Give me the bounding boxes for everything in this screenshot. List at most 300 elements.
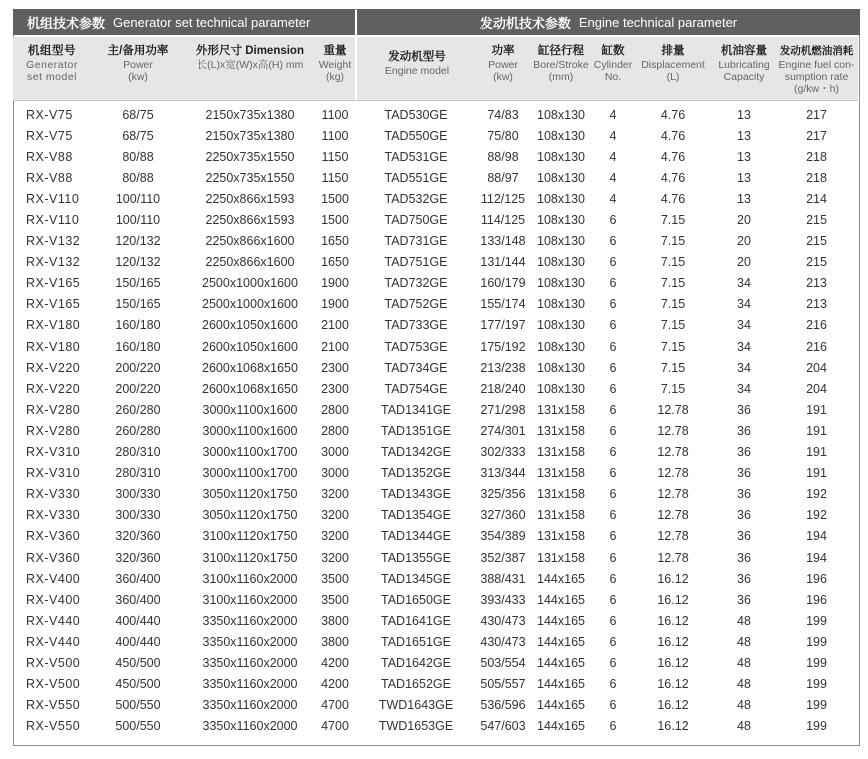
cell-displacement: 4.76: [660, 107, 686, 122]
cell-displacement: 12.78: [657, 402, 689, 417]
cell-engine-power: 74/83: [487, 107, 519, 122]
cell-fuel-consumption: 214: [806, 191, 827, 206]
cell-bore-stroke: 108x130: [537, 276, 585, 291]
cell-engine-model: TAD1352GE: [381, 466, 451, 481]
cell-displacement: 16.12: [657, 719, 689, 734]
cell-fuel-consumption: 199: [806, 613, 827, 628]
cell-lubricating: 34: [737, 381, 751, 396]
cell-weight: 2300: [321, 381, 349, 396]
cell-engine-model: TWD1643GE: [378, 698, 454, 713]
cell-fuel-consumption: 194: [806, 550, 827, 565]
cell-genset-model: RX-V132: [26, 234, 81, 249]
cell-bore-stroke: 108x130: [537, 213, 585, 228]
cell-lubricating: 20: [737, 234, 751, 249]
cell-weight: 2800: [321, 423, 349, 438]
cell-engine-model: TAD754GE: [384, 381, 448, 396]
cell-genset-power: 68/75: [122, 128, 154, 143]
table-row: [13, 589, 860, 610]
cell-fuel-consumption: 217: [806, 107, 827, 122]
cell-displacement: 12.78: [657, 550, 689, 565]
cell-lubricating: 36: [737, 592, 751, 607]
cell-lubricating: 36: [737, 487, 751, 502]
cell-lubricating: 20: [737, 255, 751, 270]
table-row: [13, 399, 860, 420]
cell-bore-stroke: 144x165: [537, 698, 585, 713]
cell-lubricating: 36: [737, 423, 751, 438]
cell-bore-stroke: 131x158: [537, 402, 585, 417]
cell-engine-power: 503/554: [480, 655, 526, 670]
cell-genset-power: 160/180: [115, 339, 161, 354]
cell-dimension: 3000x1100x1600: [202, 402, 298, 417]
cell-engine-power: 388/431: [480, 571, 526, 586]
cell-lubricating: 20: [737, 213, 751, 228]
cell-genset-model: RX-V310: [26, 445, 81, 460]
cell-cylinder: 4: [609, 149, 617, 164]
cell-genset-power: 120/132: [115, 234, 161, 249]
cell-weight: 1650: [321, 234, 349, 249]
cell-engine-power: 112/125: [480, 191, 526, 206]
cell-genset-power: 68/75: [122, 107, 154, 122]
engine-section-title: [357, 9, 860, 35]
table-row: [13, 167, 860, 188]
cell-genset-model: RX-V110: [26, 191, 80, 206]
cell-weight: 3500: [321, 571, 349, 586]
cell-dimension: 2250x735x1550: [205, 149, 295, 164]
cell-engine-power: 393/433: [480, 592, 526, 607]
cell-cylinder: 6: [609, 592, 617, 607]
cell-weight: 1650: [321, 255, 349, 270]
cell-engine-model: TAD1652GE: [381, 677, 451, 692]
cell-cylinder: 6: [609, 466, 617, 481]
header-zh: 主/备用功率: [107, 45, 169, 57]
cell-lubricating: 36: [737, 402, 751, 417]
cell-genset-model: RX-V550: [26, 698, 81, 713]
cell-engine-model: TAD734GE: [384, 360, 448, 375]
cell-dimension: 2500x1000x1600: [202, 276, 298, 291]
cell-displacement: 4.76: [660, 149, 686, 164]
cell-displacement: 4.76: [660, 191, 686, 206]
cell-cylinder: 4: [609, 191, 617, 206]
cell-bore-stroke: 108x130: [537, 360, 585, 375]
cell-weight: 2100: [321, 339, 349, 354]
cell-bore-stroke: 108x130: [537, 149, 585, 164]
header-en: Cylinder No.: [593, 59, 633, 83]
cell-engine-power: 352/387: [480, 550, 526, 565]
cell-displacement: 16.12: [657, 655, 689, 670]
cell-engine-power: 327/360: [480, 508, 526, 523]
cell-cylinder: 6: [609, 571, 617, 586]
cell-engine-power: 325/356: [480, 487, 526, 502]
cell-fuel-consumption: 196: [806, 571, 827, 586]
cell-displacement: 16.12: [657, 592, 689, 607]
cell-genset-model: RX-V88: [26, 149, 73, 164]
engine-title-zh: 发动机技术参数: [479, 15, 571, 31]
cell-displacement: 7.15: [660, 213, 686, 228]
cell-fuel-consumption: 199: [806, 698, 827, 713]
cell-genset-model: RX-V180: [26, 318, 81, 333]
cell-lubricating: 36: [737, 571, 751, 586]
cell-displacement: 16.12: [657, 571, 689, 586]
table-row: [13, 631, 860, 652]
cell-fuel-consumption: 204: [806, 381, 827, 396]
cell-lubricating: 13: [737, 149, 751, 164]
cell-dimension: 3350x1160x2000: [202, 634, 298, 649]
cell-genset-power: 160/180: [115, 318, 161, 333]
cell-genset-power: 360/400: [115, 571, 161, 586]
cell-lubricating: 34: [737, 360, 751, 375]
cell-weight: 4200: [321, 677, 349, 692]
table-row: [13, 695, 860, 716]
cell-lubricating: 34: [737, 297, 751, 312]
cell-weight: 3800: [321, 634, 349, 649]
cell-engine-power: 302/333: [480, 445, 526, 460]
cell-genset-power: 100/110: [115, 213, 161, 228]
cell-genset-model: RX-V310: [26, 466, 81, 481]
cell-genset-model: RX-V440: [26, 613, 81, 628]
cell-engine-power: 354/389: [480, 529, 526, 544]
cell-genset-power: 300/330: [115, 508, 161, 523]
cell-dimension: 3350x1160x2000: [202, 677, 298, 692]
cell-fuel-consumption: 215: [806, 213, 827, 228]
table-row: [13, 547, 860, 568]
header-power: [91, 37, 185, 100]
cell-displacement: 12.78: [657, 529, 689, 544]
cell-genset-model: RX-V360: [26, 529, 81, 544]
cell-cylinder: 6: [609, 487, 617, 502]
cell-displacement: 12.78: [657, 466, 689, 481]
header-en: Bore/Stroke (mm): [533, 59, 589, 83]
cell-cylinder: 6: [609, 297, 617, 312]
cell-genset-model: RX-V550: [26, 719, 81, 734]
cell-engine-model: TAD1650GE: [381, 592, 451, 607]
table-row: [13, 231, 860, 252]
cell-engine-power: 505/557: [480, 677, 526, 692]
header-en: Lubricating Capacity: [718, 59, 770, 83]
header-weight: [315, 37, 355, 100]
cell-fuel-consumption: 217: [806, 128, 827, 143]
cell-engine-model: TWD1653GE: [378, 719, 454, 734]
cell-bore-stroke: 144x165: [537, 655, 585, 670]
header-bore-stroke: [529, 37, 593, 100]
cell-genset-model: RX-V220: [26, 381, 81, 396]
cell-weight: 3500: [321, 592, 349, 607]
table-row: [13, 209, 860, 230]
cell-fuel-consumption: 216: [806, 318, 827, 333]
cell-fuel-consumption: 218: [806, 149, 827, 164]
cell-genset-power: 360/400: [115, 592, 161, 607]
cell-engine-model: TAD551GE: [384, 170, 448, 185]
cell-genset-model: RX-V330: [26, 487, 81, 502]
cell-engine-power: 430/473: [480, 613, 526, 628]
header-zh: 功率: [491, 45, 515, 57]
cell-fuel-consumption: 216: [806, 339, 827, 354]
cell-genset-model: RX-V88: [26, 170, 73, 185]
cell-engine-model: TAD752GE: [384, 297, 448, 312]
cell-dimension: 2250x735x1550: [205, 170, 295, 185]
table-row: [13, 378, 860, 399]
cell-cylinder: 6: [609, 360, 617, 375]
cell-displacement: 16.12: [657, 613, 689, 628]
cell-genset-power: 150/165: [115, 297, 161, 312]
cell-genset-power: 400/440: [115, 613, 161, 628]
cell-displacement: 7.15: [660, 234, 686, 249]
cell-displacement: 16.12: [657, 634, 689, 649]
cell-engine-model: TAD1342GE: [381, 445, 451, 460]
cell-displacement: 12.78: [657, 423, 689, 438]
table-row: [13, 442, 860, 463]
cell-bore-stroke: 108x130: [537, 318, 585, 333]
table-row: [13, 568, 860, 589]
cell-weight: 3200: [321, 487, 349, 502]
cell-displacement: 4.76: [660, 170, 686, 185]
cell-lubricating: 13: [737, 170, 751, 185]
cell-genset-power: 260/280: [115, 402, 161, 417]
cell-fuel-consumption: 191: [806, 466, 827, 481]
header-zh: 发动机型号: [388, 51, 446, 63]
cell-engine-model: TAD1354GE: [381, 508, 451, 523]
table-row: [13, 252, 860, 273]
cell-dimension: 2500x1000x1600: [202, 297, 298, 312]
cell-cylinder: 6: [609, 655, 617, 670]
genset-section-title: [13, 9, 355, 35]
cell-cylinder: 6: [609, 445, 617, 460]
cell-displacement: 16.12: [657, 677, 689, 692]
cell-cylinder: 4: [609, 170, 617, 185]
genset-title-en: Generator set technical parameter: [113, 14, 311, 30]
cell-cylinder: 6: [609, 213, 617, 228]
cell-weight: 2100: [321, 318, 349, 333]
cell-genset-model: RX-V110: [26, 213, 80, 228]
table-row: [13, 652, 860, 673]
cell-genset-power: 280/310: [115, 466, 161, 481]
cell-dimension: 2600x1068x1650: [202, 360, 298, 375]
cell-dimension: 3100x1160x2000: [202, 571, 298, 586]
cell-fuel-consumption: 196: [806, 592, 827, 607]
cell-cylinder: 4: [609, 128, 617, 143]
cell-fuel-consumption: 199: [806, 655, 827, 670]
table-row: [13, 505, 860, 526]
cell-bore-stroke: 131x158: [537, 423, 585, 438]
cell-genset-power: 80/88: [122, 170, 154, 185]
header-en: Displacement (L): [641, 59, 705, 83]
cell-genset-power: 80/88: [122, 149, 154, 164]
cell-fuel-consumption: 218: [806, 170, 827, 185]
cell-lubricating: 36: [737, 445, 751, 460]
table-row: [13, 716, 860, 737]
cell-bore-stroke: 108x130: [537, 255, 585, 270]
header-en: Power (kw): [123, 59, 153, 83]
table-body: [13, 104, 860, 737]
cell-dimension: 2150x735x1380: [205, 128, 295, 143]
cell-engine-model: TAD1344GE: [381, 529, 451, 544]
cell-dimension: 3050x1120x1750: [202, 508, 298, 523]
cell-engine-model: TAD1343GE: [381, 487, 451, 502]
cell-lubricating: 48: [737, 655, 751, 670]
cell-displacement: 4.76: [660, 128, 686, 143]
cell-genset-model: RX-V500: [26, 677, 81, 692]
header-engine-power: [477, 37, 529, 100]
cell-engine-model: TAD1651GE: [381, 634, 451, 649]
cell-genset-power: 200/220: [115, 360, 161, 375]
cell-cylinder: 6: [609, 529, 617, 544]
cell-displacement: 7.15: [660, 318, 686, 333]
cell-displacement: 7.15: [660, 360, 686, 375]
header-displacement: [633, 37, 713, 100]
cell-fuel-consumption: 194: [806, 529, 827, 544]
cell-genset-power: 400/440: [115, 634, 161, 649]
cell-dimension: 3100x1160x2000: [202, 592, 298, 607]
cell-engine-model: TAD1345GE: [381, 571, 451, 586]
cell-genset-power: 100/110: [115, 191, 161, 206]
cell-genset-power: 500/550: [115, 698, 161, 713]
cell-bore-stroke: 144x165: [537, 719, 585, 734]
cell-engine-power: 75/80: [487, 128, 519, 143]
header-zh: 排量: [661, 45, 685, 57]
cell-cylinder: 6: [609, 318, 617, 333]
cell-genset-power: 150/165: [115, 276, 161, 291]
cell-fuel-consumption: 191: [806, 445, 827, 460]
cell-engine-power: 213/238: [480, 360, 526, 375]
table-row: [13, 610, 860, 631]
cell-genset-model: RX-V180: [26, 339, 81, 354]
table-row: [13, 357, 860, 378]
cell-bore-stroke: 144x165: [537, 592, 585, 607]
cell-dimension: 2250x866x1600: [205, 234, 295, 249]
cell-fuel-consumption: 199: [806, 677, 827, 692]
cell-engine-model: TAD532GE: [384, 191, 448, 206]
cell-fuel-consumption: 192: [806, 508, 827, 523]
cell-cylinder: 6: [609, 423, 617, 438]
cell-genset-model: RX-V280: [26, 423, 81, 438]
table-row: [13, 674, 860, 695]
table-row: [13, 463, 860, 484]
cell-engine-power: 175/192: [480, 339, 526, 354]
cell-weight: 1100: [321, 128, 349, 143]
table-row: [13, 420, 860, 441]
cell-genset-power: 300/330: [115, 487, 161, 502]
cell-bore-stroke: 144x165: [537, 571, 585, 586]
cell-dimension: 3350x1160x2000: [202, 698, 298, 713]
cell-engine-power: 271/298: [480, 402, 526, 417]
cell-genset-model: RX-V500: [26, 655, 81, 670]
cell-fuel-consumption: 192: [806, 487, 827, 502]
cell-cylinder: 6: [609, 276, 617, 291]
header-lubricating: [713, 37, 775, 100]
cell-lubricating: 48: [737, 634, 751, 649]
cell-fuel-consumption: 191: [806, 402, 827, 417]
cell-engine-power: 88/97: [487, 170, 519, 185]
cell-dimension: 3000x1100x1700: [202, 466, 298, 481]
cell-lubricating: 36: [737, 508, 751, 523]
cell-genset-power: 260/280: [115, 423, 161, 438]
header-zh: 缸数: [601, 45, 625, 57]
cell-dimension: 3100x1120x1750: [202, 550, 298, 565]
cell-weight: 2300: [321, 360, 349, 375]
cell-engine-power: 547/603: [480, 719, 526, 734]
cell-engine-model: TAD753GE: [384, 339, 448, 354]
cell-bore-stroke: 108x130: [537, 234, 585, 249]
header-fuel-consumption: [775, 37, 858, 100]
title-bar: [13, 9, 860, 35]
cell-cylinder: 6: [609, 402, 617, 417]
cell-dimension: 3050x1120x1750: [202, 487, 298, 502]
cell-bore-stroke: 131x158: [537, 466, 585, 481]
cell-cylinder: 6: [609, 613, 617, 628]
cell-fuel-consumption: 215: [806, 255, 827, 270]
cell-weight: 4200: [321, 655, 349, 670]
cell-weight: 1900: [321, 276, 349, 291]
cell-bore-stroke: 144x165: [537, 677, 585, 692]
cell-dimension: 3000x1100x1600: [202, 423, 298, 438]
cell-cylinder: 6: [609, 677, 617, 692]
cell-engine-power: 88/98: [487, 149, 519, 164]
table-row: [13, 294, 860, 315]
cell-engine-model: TAD732GE: [384, 276, 448, 291]
cell-engine-power: 155/174: [480, 297, 526, 312]
cell-weight: 3000: [321, 445, 349, 460]
cell-lubricating: 48: [737, 719, 751, 734]
cell-engine-power: 313/344: [480, 466, 526, 481]
cell-cylinder: 6: [609, 698, 617, 713]
header-zh: 外形尺寸 Dimension: [196, 45, 304, 57]
cell-bore-stroke: 108x130: [537, 170, 585, 185]
cell-cylinder: 6: [609, 255, 617, 270]
cell-genset-model: RX-V360: [26, 550, 81, 565]
header-en: Power (kw): [488, 59, 518, 83]
cell-engine-model: TAD531GE: [384, 149, 448, 164]
cell-genset-model: RX-V440: [26, 634, 81, 649]
cell-weight: 2800: [321, 402, 349, 417]
cell-engine-power: 131/144: [480, 255, 526, 270]
cell-cylinder: 4: [609, 107, 617, 122]
header-en: Engine fuel con- sumption rate (g/kw・h): [778, 59, 855, 95]
cell-bore-stroke: 131x158: [537, 550, 585, 565]
cell-dimension: 2150x735x1380: [205, 107, 295, 122]
cell-cylinder: 6: [609, 550, 617, 565]
cell-engine-power: 274/301: [480, 423, 526, 438]
cell-lubricating: 48: [737, 698, 751, 713]
cell-engine-model: TAD731GE: [384, 234, 448, 249]
cell-fuel-consumption: 213: [806, 297, 827, 312]
cell-weight: 4700: [321, 698, 349, 713]
cell-displacement: 12.78: [657, 508, 689, 523]
cell-displacement: 12.78: [657, 487, 689, 502]
header-zh: 发动机燃油消耗: [779, 45, 854, 57]
cell-genset-model: RX-V400: [26, 592, 81, 607]
cell-genset-model: RX-V75: [26, 107, 73, 122]
cell-weight: 1500: [321, 213, 349, 228]
cell-genset-model: RX-V400: [26, 571, 81, 586]
cell-bore-stroke: 108x130: [537, 339, 585, 354]
genset-title-zh: 机组技术参数: [27, 15, 106, 31]
cell-genset-model: RX-V165: [26, 276, 81, 291]
cell-displacement: 7.15: [660, 276, 686, 291]
cell-cylinder: 6: [609, 634, 617, 649]
header-zh: 重量: [323, 45, 347, 57]
cell-dimension: 3000x1100x1700: [202, 445, 298, 460]
table-row: [13, 315, 860, 336]
table-row: [13, 188, 860, 209]
table-row: [13, 125, 860, 146]
cell-weight: 1900: [321, 297, 349, 312]
header-cylinder: [593, 37, 633, 100]
table-row: [13, 336, 860, 357]
cell-bore-stroke: 108x130: [537, 381, 585, 396]
cell-engine-power: 218/240: [480, 381, 526, 396]
cell-bore-stroke: 131x158: [537, 529, 585, 544]
cell-weight: 1150: [321, 149, 349, 164]
cell-bore-stroke: 131x158: [537, 445, 585, 460]
